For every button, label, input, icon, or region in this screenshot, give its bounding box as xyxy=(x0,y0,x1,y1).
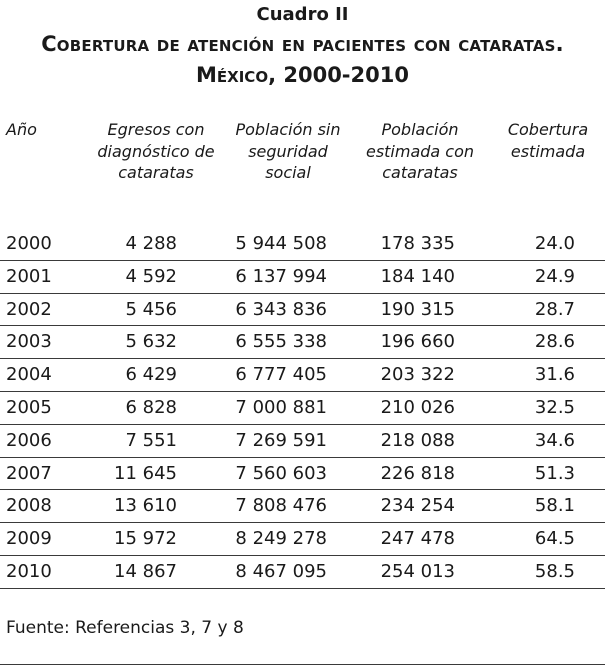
cell-cobertura: 28.7 xyxy=(534,298,575,320)
cell-egresos: 15 972 xyxy=(114,528,177,550)
header-poblacion: Población sin seguridad social xyxy=(235,120,341,182)
cell-poblacion: 5 944 508 xyxy=(235,233,327,254)
header-egresos: Egresos con diagnóstico de cataratas xyxy=(97,120,215,182)
cell-egresos: 13 610 xyxy=(114,495,177,517)
cell-estimada: 234 254 xyxy=(380,495,455,517)
cell-year: 2000 xyxy=(6,233,52,254)
table-row xyxy=(0,261,605,294)
table-body xyxy=(0,228,605,589)
cell-year: 2003 xyxy=(6,331,52,353)
table-row xyxy=(0,556,605,589)
cell-cobertura: 51.3 xyxy=(534,462,575,484)
cell-poblacion: 6 777 405 xyxy=(235,364,327,386)
table-title: Cobertura de atención en pacientes con cataratas. xyxy=(41,32,564,56)
cell-poblacion: 7 269 591 xyxy=(235,429,327,451)
cell-cobertura: 31.6 xyxy=(534,364,575,386)
cell-egresos: 6 429 xyxy=(125,364,177,386)
cell-year: 2004 xyxy=(6,364,52,386)
cell-egresos: 5 456 xyxy=(125,298,177,320)
cell-poblacion: 8 467 095 xyxy=(235,560,327,582)
table-row xyxy=(0,294,605,327)
table-row xyxy=(0,458,605,491)
header-estimada: Población estimada con cataratas xyxy=(365,120,475,182)
cell-estimada: 218 088 xyxy=(380,429,455,451)
cell-year: 2005 xyxy=(6,396,52,418)
table-row xyxy=(0,326,605,359)
cell-year: 2006 xyxy=(6,429,52,451)
cell-estimada: 247 478 xyxy=(380,528,455,550)
cell-egresos: 11 645 xyxy=(114,462,177,484)
cell-estimada: 226 818 xyxy=(380,462,455,484)
cell-year: 2010 xyxy=(6,560,52,582)
cell-poblacion: 7 560 603 xyxy=(235,462,327,484)
source-note: Fuente: Referencias 3, 7 y 8 xyxy=(6,618,244,638)
cell-egresos: 4 592 xyxy=(125,265,177,287)
cell-estimada: 178 335 xyxy=(380,233,455,254)
cell-cobertura: 58.5 xyxy=(534,560,575,582)
cell-cobertura: 34.6 xyxy=(534,429,575,451)
cell-poblacion: 8 249 278 xyxy=(235,528,327,550)
cell-year: 2007 xyxy=(6,462,52,484)
cell-cobertura: 24.9 xyxy=(534,265,575,287)
cell-cobertura: 32.5 xyxy=(534,396,575,418)
cell-cobertura: 24.0 xyxy=(534,233,575,254)
cell-estimada: 196 660 xyxy=(380,331,455,353)
table-row xyxy=(0,490,605,523)
table-row xyxy=(0,425,605,458)
cell-cobertura: 64.5 xyxy=(534,528,575,550)
cell-cobertura: 58.1 xyxy=(534,495,575,517)
cell-egresos: 6 828 xyxy=(125,396,177,418)
table-row xyxy=(0,523,605,556)
cell-estimada: 254 013 xyxy=(380,560,455,582)
header-cobertura: Cobertura estimada xyxy=(507,120,589,161)
cell-egresos: 4 288 xyxy=(125,233,177,254)
cell-year: 2008 xyxy=(6,495,52,517)
cell-poblacion: 7 000 881 xyxy=(235,396,327,418)
cell-year: 2002 xyxy=(6,298,52,320)
cell-poblacion: 7 808 476 xyxy=(235,495,327,517)
cell-year: 2009 xyxy=(6,528,52,550)
cell-cobertura: 28.6 xyxy=(534,331,575,353)
table-row xyxy=(0,228,605,261)
cell-egresos: 14 867 xyxy=(114,560,177,582)
cell-poblacion: 6 555 338 xyxy=(235,331,327,353)
table-number: Cuadro II xyxy=(256,4,349,25)
header-year: Año xyxy=(6,120,37,139)
cell-year: 2001 xyxy=(6,265,52,287)
cell-estimada: 203 322 xyxy=(380,364,455,386)
table-row xyxy=(0,359,605,392)
bottom-divider xyxy=(0,664,605,665)
cell-poblacion: 6 343 836 xyxy=(235,298,327,320)
cell-egresos: 7 551 xyxy=(125,429,177,451)
cell-estimada: 184 140 xyxy=(380,265,455,287)
table-row xyxy=(0,392,605,425)
cell-egresos: 5 632 xyxy=(125,331,177,353)
cell-poblacion: 6 137 994 xyxy=(235,265,327,287)
table-subtitle: México, 2000-2010 xyxy=(196,63,409,87)
cell-estimada: 210 026 xyxy=(380,396,455,418)
cell-estimada: 190 315 xyxy=(380,298,455,320)
